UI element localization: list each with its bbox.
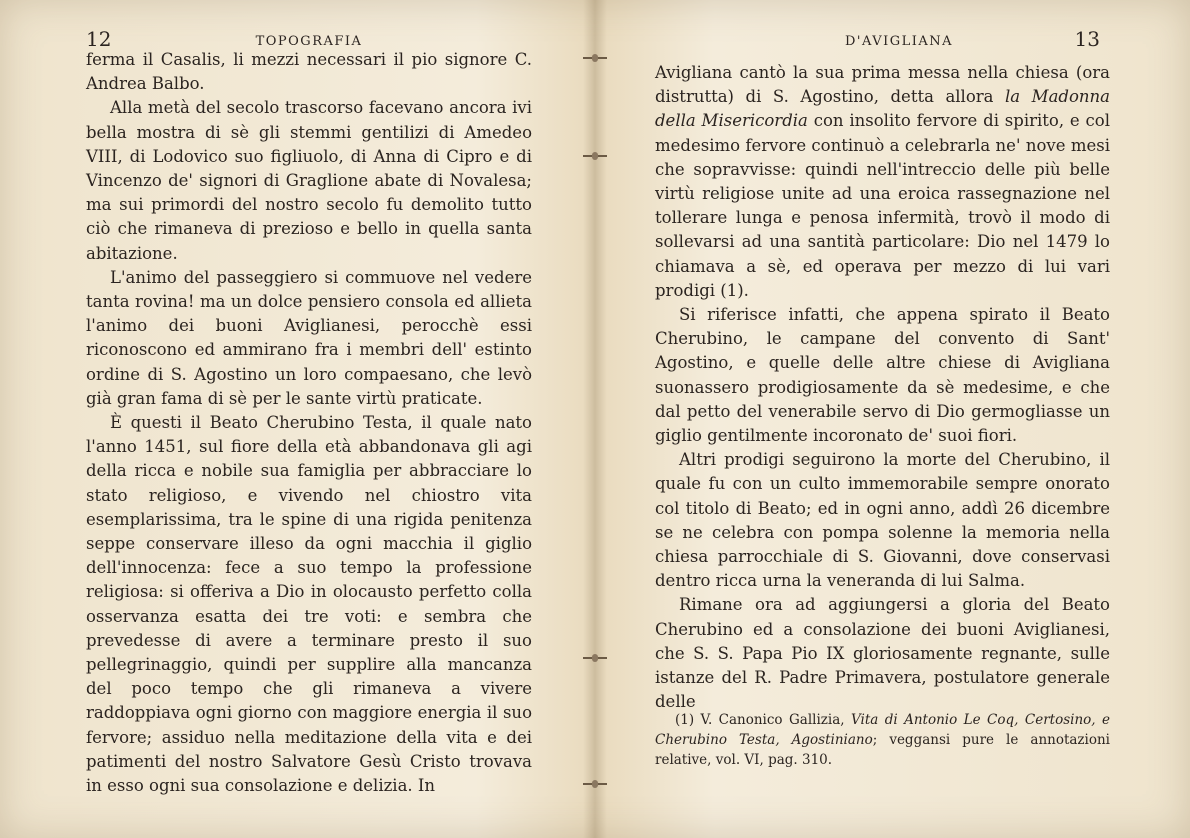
left-running-title: TOPOGRAFIA	[255, 34, 363, 49]
left-paragraph-4: È questi il Beato Cherubino Testa, il quale nato l'anno 1451, sul fiore della età abbandonava gli agi della ricca e nobile sua famiglia per abbracciare lo stato religioso, e vivendo nel chiostro vita esemplarissima, tra le spine di una rigida penitenza seppe conservare illeso da ogni macchia il giglio dell'innocenza: fece a suo tempo la professione religiosa: si offeriva a Dio in olocausto perfetto colla osservanza esatta dei tre voti: e sembra che prevedesse di avere a terminare presto il suo pellegrinaggio, quindi per supplire alla mancanza del poco tempo che gli rimaneva a vivere raddoppiava ogni giorno con maggiore energia il suo fervore; assiduo nella meditazione della vita e dei patimenti del nostro Salvatore Gesù Cristo trovava in esso ogni sua consolazione e delizia. In	[86, 413, 532, 796]
footnote-marker: (1) V. Canonico Gallizia,	[675, 712, 851, 728]
right-running-head	[655, 27, 1100, 54]
right-body-text	[655, 61, 1110, 714]
footnote-title-italic: Vita di Antonio Le Coq, Certosino, e Cherubino Testa, Agostiniano	[655, 712, 1110, 748]
right-paragraph-4: Rimane ora ad aggiungersi a gloria del Beato Cherubino ed a consolazione dei buoni Aviglianesi, che S. S. Papa Pio IX gloriosamente regnante, sulle istanze del R. Padre Primavera, postulatore generale delle	[655, 595, 1110, 712]
church-name-italic: la Madonna della Misericordia	[655, 87, 1110, 131]
right-paragraph-3: Altri prodigi seguirono la morte del Cherubino, il quale fu con un culto immemorabile sempre onorato col titolo di Beato; ed in ogni anno, addì 26 dicembre se ne celebra con pompa solenne la memoria nella chiesa parrocchiale di S. Giovanni, dove conservasi dentro ricca urna la veneranda di lui Salma.	[655, 450, 1110, 591]
right-paragraph-1-end: con insolito fervore di spirito, e col medesimo fervore continuò a celebrarla ne' nove mesi che sopravvisse: quindi nell'intreccio delle più belle virtù religiose unite ad una eroica rassegnazione nel tollerare lunga e penosa infermità, trovò il modo di sollevarsi ad una santità particolare: Dio nel 1479 lo chiamava a sè, ed operava per mezzo di lui vari prodigi (1).	[655, 111, 1110, 300]
right-paragraph-1	[655, 61, 1110, 303]
left-paragraph-3: L'animo del passeggiero si commuove nel vedere tanta rovina! ma un dolce pensiero consola ed allieta l'animo dei buoni Aviglianesi, perocchè essi riconoscono ed ammirano fra i membri dell' estinto ordine di S. Agostino un loro compaesano, che levò già gran fama di sè per le sante virtù praticate.	[86, 267, 532, 408]
left-paragraph-2: Alla metà del secolo trascorso facevano ancora ivi bella mostra di sè gli stemmi gentilizi di Amedeo VIII, di Lodovico suo figliuolo, di Anna di Cipro e di Vincenzo de' signori di Graglione abate di Novalesa; ma sui primordi del nostro secolo fu demolito tutto ciò che rimaneva di prezioso e bello in quella santa abitazione.	[86, 98, 532, 263]
footnote-text	[655, 710, 1110, 770]
footnote-rest: ; veggansi pure le annotazioni relative, vol. VI, pag. 310.	[655, 732, 1110, 768]
left-paragraph-1: ferma il Casalis, li mezzi necessari il pio signore C. Andrea Balbo.	[86, 50, 532, 94]
right-running-title: D'AVIGLIANA	[845, 34, 954, 49]
right-page-number: 13	[1074, 27, 1100, 51]
right-paragraph-1-start: Avigliana cantò la sua prima messa nella chiesa (ora distrutta) di S. Agostino, detta allora	[655, 63, 1110, 107]
left-page-number: 12	[86, 27, 112, 51]
right-page	[595, 0, 1190, 838]
right-paragraph-2: Si riferisce infatti, che appena spirato il Beato Cherubino, le campane del convento di Sant' Agostino, e quelle delle altre chiese di Avigliana suonassero prodigiosamente da sè medesime, e che dal petto del venerabile servo di Dio germogliasse un giglio gentilmente incoronato de' suoi fiori.	[655, 305, 1110, 446]
left-body-text	[86, 48, 532, 798]
footnote	[655, 710, 1110, 770]
